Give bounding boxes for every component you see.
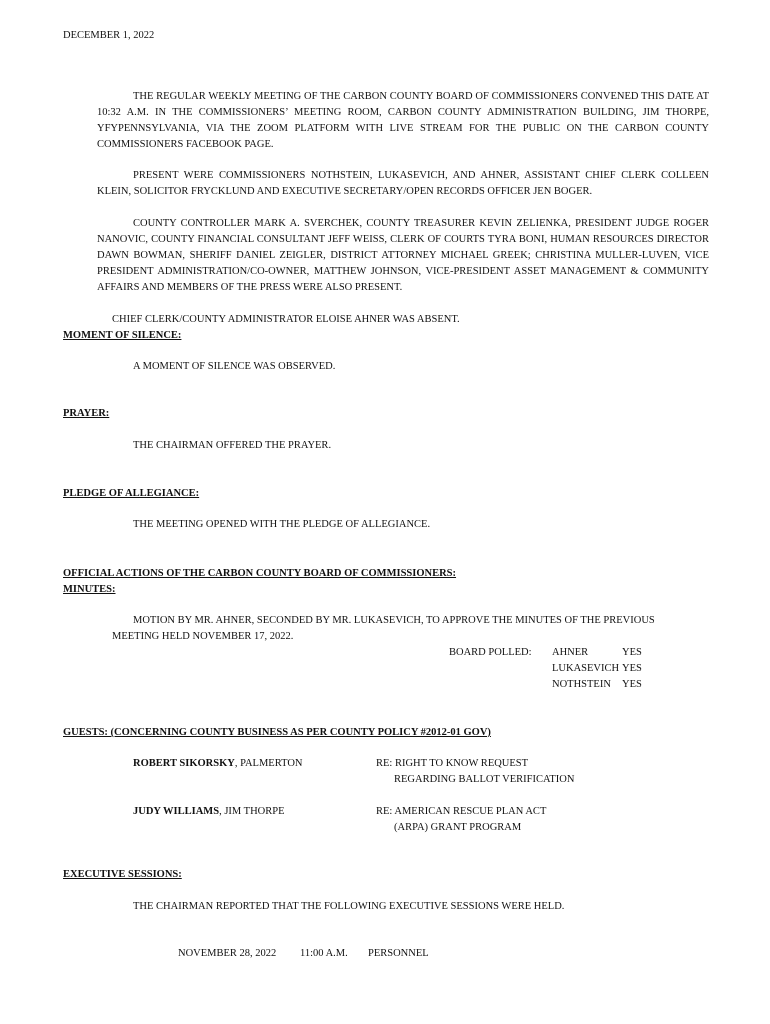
date-line: DECEMBER 1, 2022 bbox=[63, 30, 155, 41]
also-present-paragraph: COUNTY CONTROLLER MARK A. SVERCHEK, COUNTY TREASURER KEVIN ZELIENKA, PRESIDENT JUDGE ROGER NANOVIC, COUNTY FINANCIAL CONSULTANT JEFF WEISS, CLERK OF COURTS TYRA BONI, HUMAN RESOURCES DIRECTOR DAWN BOWMAN, SHERIFF DANIEL ZEIGLER, DISTRICT ATTORNEY MICHAEL GREEK; CHRISTINA MULLER-LUVEN, VICE PRESIDENT ADMINISTRATION/CO-OWNER, MATTHEW JOHNSON, VICE-PRESIDENT ASSET MANAGEMENT & COMMUNITY AFFAIRS AND MEMBERS OF THE PRESS WERE ALSO PRESENT. bbox=[97, 218, 709, 293]
vote-value: YES bbox=[622, 679, 642, 690]
moment-text: A MOMENT OF SILENCE WAS OBSERVED. bbox=[133, 361, 336, 372]
session-topic: PERSONNEL bbox=[368, 948, 429, 959]
pledge-heading: PLEDGE OF ALLEGIANCE: bbox=[63, 488, 200, 499]
vote-value: YES bbox=[622, 663, 642, 674]
prayer-heading: PRAYER: bbox=[63, 408, 110, 419]
guest-name: ROBERT SIKORSKY bbox=[133, 758, 235, 769]
absent-line: CHIEF CLERK/COUNTY ADMINISTRATOR ELOISE AHNER WAS ABSENT. bbox=[112, 314, 460, 325]
executive-sessions-text: THE CHAIRMAN REPORTED THAT THE FOLLOWING EXECUTIVE SESSIONS WERE HELD. bbox=[133, 901, 565, 912]
opening-paragraph: THE REGULAR WEEKLY MEETING OF THE CARBON COUNTY BOARD OF COMMISSIONERS CONVENED THIS DATE AT 10:32 A.M. IN THE COMMISSIONERS’ MEETING ROOM, CARBON COUNTY ADMINISTRATION BUILDING, JIM THORPE, YFYPENNSYLVANIA, VIA THE ZOOM PLATFORM WITH LIVE STREAM FOR THE PUBLIC ON THE CARBON COUNTY COMMISSIONERS FACEBOOK PAGE. bbox=[97, 91, 709, 150]
guest-entry bbox=[133, 756, 302, 772]
guest-entry bbox=[133, 804, 285, 820]
moment-heading: MOMENT OF SILENCE: bbox=[63, 330, 182, 341]
vote-name: AHNER bbox=[552, 647, 589, 658]
guests-heading: GUESTS: (CONCERNING COUNTY BUSINESS AS PER COUNTY POLICY #2012-01 GOV) bbox=[63, 727, 491, 738]
guest-re-line1: RE: RIGHT TO KNOW REQUEST bbox=[376, 758, 529, 769]
guest-place: , PALMERTON bbox=[234, 758, 303, 769]
guest-re-line1: RE: AMERICAN RESCUE PLAN ACT bbox=[376, 806, 547, 817]
session-date: NOVEMBER 28, 2022 bbox=[178, 948, 277, 959]
official-actions-heading: OFFICIAL ACTIONS OF THE CARBON COUNTY BOARD OF COMMISSIONERS: bbox=[63, 568, 457, 579]
board-polled-label: BOARD POLLED: bbox=[449, 647, 532, 658]
minutes-motion-line2: MEETING HELD NOVEMBER 17, 2022. bbox=[112, 631, 294, 642]
minutes-motion-line1: MOTION BY MR. AHNER, SECONDED BY MR. LUKASEVICH, TO APPROVE THE MINUTES OF THE PREVIOUS bbox=[133, 615, 655, 626]
prayer-text: THE CHAIRMAN OFFERED THE PRAYER. bbox=[133, 440, 332, 451]
guest-name: JUDY WILLIAMS bbox=[133, 806, 220, 817]
guest-re-line2: (ARPA) GRANT PROGRAM bbox=[394, 822, 522, 833]
present-paragraph: PRESENT WERE COMMISSIONERS NOTHSTEIN, LUKASEVICH, AND AHNER, ASSISTANT CHIEF CLERK COLLEEN KLEIN, SOLICITOR FRYCKLUND AND EXECUTIVE SECRETARY/OPEN RECORDS OFFICER JEN BOGER. bbox=[97, 170, 709, 197]
guest-place: , JIM THORPE bbox=[219, 806, 285, 817]
session-time: 11:00 A.M. bbox=[300, 948, 348, 959]
vote-name: LUKASEVICH bbox=[552, 663, 620, 674]
guest-re-line2: REGARDING BALLOT VERIFICATION bbox=[394, 774, 575, 785]
minutes-heading: MINUTES: bbox=[63, 584, 116, 595]
executive-sessions-heading: EXECUTIVE SESSIONS: bbox=[63, 869, 182, 880]
vote-value: YES bbox=[622, 647, 642, 658]
vote-name: NOTHSTEIN bbox=[552, 679, 611, 690]
pledge-text: THE MEETING OPENED WITH THE PLEDGE OF ALLEGIANCE. bbox=[133, 519, 431, 530]
